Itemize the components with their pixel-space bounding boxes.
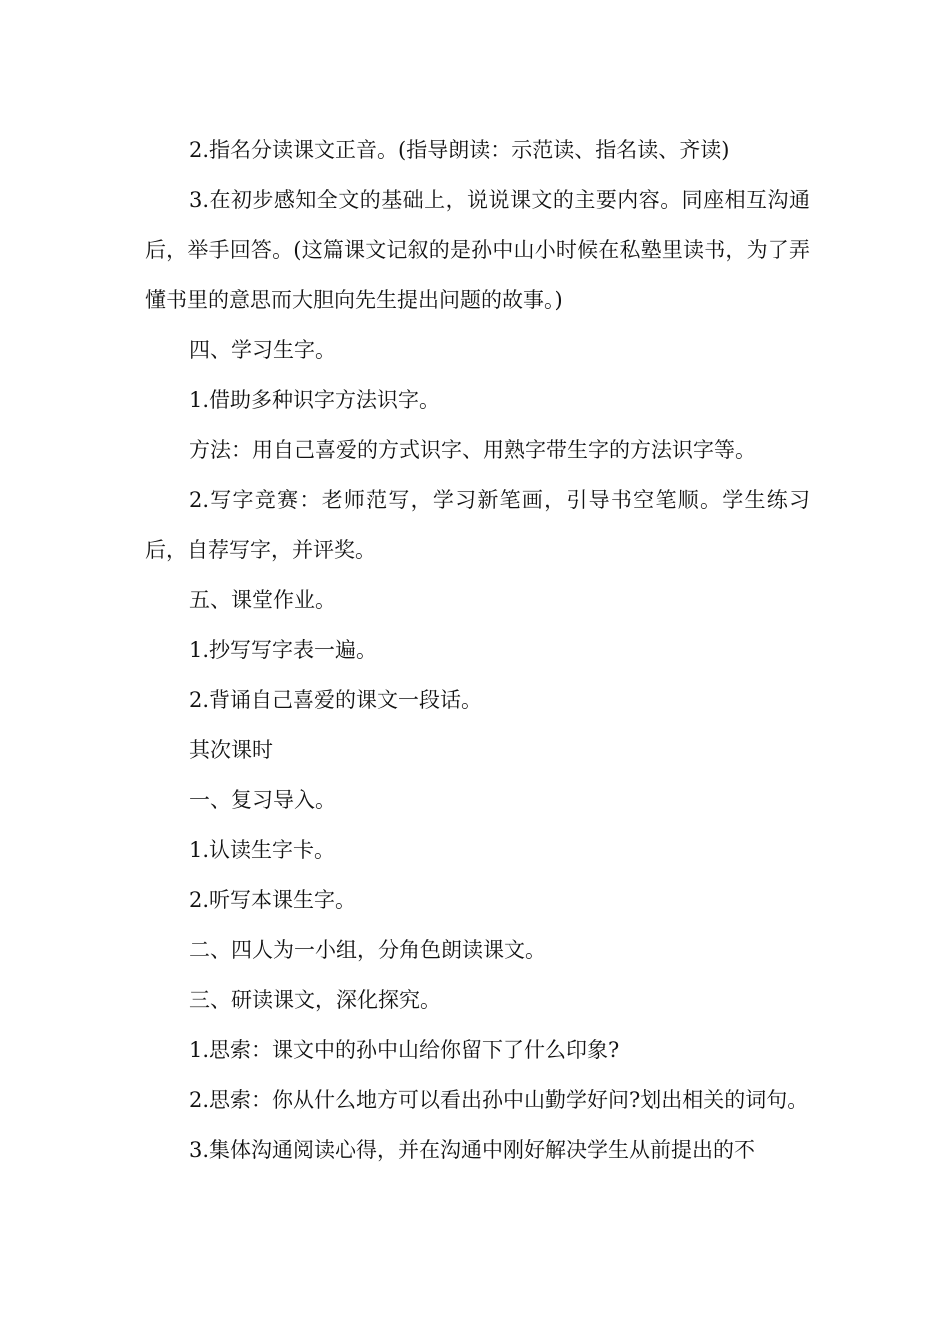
paragraph-recite: 2.背诵自己喜爱的课文一段话。 bbox=[189, 688, 483, 712]
paragraph-question-impression: 1.思索：课文中的孙中山给你留下了什么印象? bbox=[189, 1038, 620, 1062]
section-heading-study-text: 三、研读课文，深化探究。 bbox=[189, 988, 441, 1012]
section-heading-homework: 五、课堂作业。 bbox=[189, 588, 336, 612]
paragraph-copy-table: 1.抄写写字表一遍。 bbox=[189, 638, 378, 662]
section-heading-learn-characters: 四、学习生字。 bbox=[189, 338, 336, 362]
section-heading-review: 一、复习导入。 bbox=[189, 788, 336, 812]
paragraph-question-diligence: 2.思索：你从什么地方可以看出孙中山勤学好问?划出相关的词句。 bbox=[189, 1088, 809, 1112]
paragraph-method-detail: 方法：用自己喜爱的方式识字、用熟字带生字的方法识字等。 bbox=[189, 438, 756, 462]
paragraph-main-content: 3.在初步感知全文的基础上，说说课文的主要内容。同座相互沟通后，举手回答。(这篇课文记叙的是孙中山小时候在私塾里读书，为了弄懂书里的意思而大胆向先生提出问题的故事。) bbox=[145, 188, 810, 312]
paragraph-share-reading: 3.集体沟通阅读心得，并在沟通中刚好解决学生从前提出的不 bbox=[189, 1138, 756, 1162]
paragraph-dictation: 2.听写本课生字。 bbox=[189, 888, 357, 912]
section-heading-second-lesson: 其次课时 bbox=[189, 738, 273, 762]
paragraph-literacy-methods: 1.借助多种识字方法识字。 bbox=[189, 388, 441, 412]
paragraph-writing-contest: 2.写字竞赛：老师范写，学习新笔画，引导书空笔顺。学生练习后，自荐写字，并评奖。 bbox=[145, 488, 810, 562]
document-body bbox=[145, 125, 810, 1175]
paragraph-read-cards: 1.认读生字卡。 bbox=[189, 838, 336, 862]
section-heading-group-reading: 二、四人为一小组，分角色朗读课文。 bbox=[189, 938, 546, 962]
paragraph-reading-practice: 2.指名分读课文正音。(指导朗读：示范读、指名读、齐读) bbox=[189, 138, 730, 162]
